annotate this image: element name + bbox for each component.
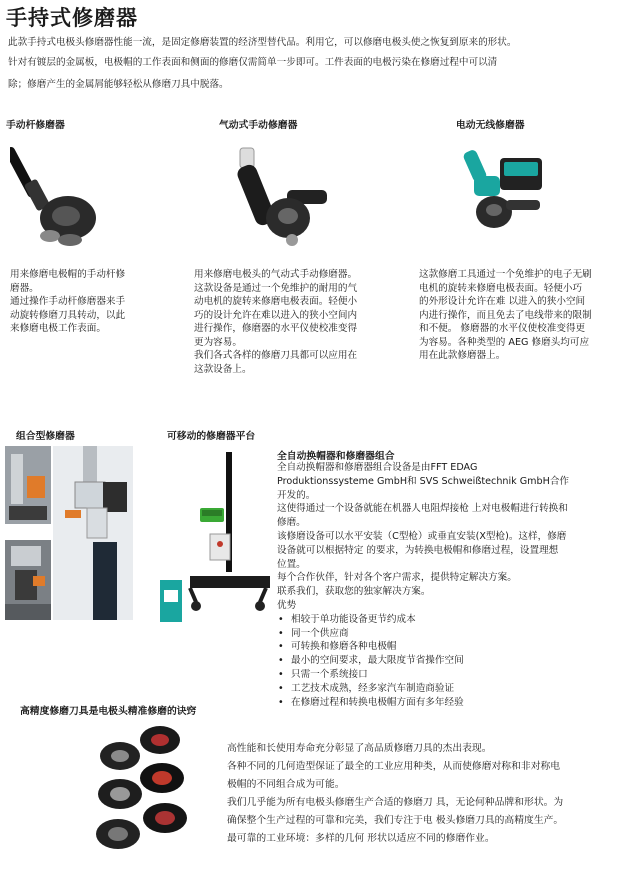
cutter-heading: 高精度修磨刀具是电极头精准修磨的诀窍 (20, 706, 197, 717)
auto-line: 该修磨设备可以水平安装（C型枪）或垂直安装(X型枪)。这样，修磨 (277, 530, 567, 542)
cutter-line: 确保整个生产过程的可靠和完美，我们专注于电 极头修磨刀具的高精度生产。 (227, 815, 564, 826)
pneumatic-dresser-photo (232, 140, 332, 255)
intro-line-1: 此款手持式电极头修磨器性能一流，是固定修磨装置的经济型替代品。利用它，可以修磨电极头使之恢复到原来的形状。 (8, 37, 517, 48)
page-title: 手持式修磨器 (6, 6, 138, 30)
advantage-item: • 工艺技术成熟，经多家汽车制造商验证 (277, 682, 627, 696)
desc-line: 用来修磨电极头的气动式手动修磨器。 (194, 269, 358, 280)
cutter-line: 高性能和长使用寿命充分彰显了高品质修磨刀具的杰出表现。 (227, 743, 492, 754)
desc-line: 和不便。 修磨器的水平仪使校准变得更 (419, 323, 586, 334)
auto-line: 每个合作伙伴，针对各个客户需求，提供特定解决方案。 (277, 572, 517, 584)
auto-line: 开发的。 (277, 489, 316, 501)
auto-description (277, 461, 627, 709)
advantages-list (277, 613, 627, 710)
desc-line: 我们各式各样的修磨刀具都可以应用在 (194, 350, 358, 361)
desc-line: 内进行操作，而且免去了电线带来的限制 (419, 309, 592, 321)
manual-lever-dresser-photo (10, 140, 100, 255)
auto-line: 修磨。 (277, 517, 306, 529)
advantage-item: • 最小的空间要求，最大限度节省操作空间 (277, 654, 627, 668)
desc-line: 这款修磨工具通过一个免维护的电子无刷 (419, 269, 592, 280)
product-heading-pneumatic: 气动式手动修磨器 (219, 120, 298, 131)
mobile-heading: 可移动的修磨器平台 (167, 431, 256, 442)
desc-line: 动旋转修磨刀具转动，以此 (10, 309, 126, 321)
advantage-item: • 在修磨过程和转换电极帽方面有多年经验 (277, 696, 627, 710)
desc-line: 巧的设计允许在难以进入的狭小空间内 (194, 309, 358, 321)
advantage-item: • 只需一个系统接口 (277, 668, 627, 682)
cutter-line: 最可靠的工业环境：多样的几何 形状以适应不同的修磨作业。 (227, 833, 495, 844)
desc-line: 磨器。 (10, 282, 39, 294)
advantage-item: • 相较于单功能设备更节约成本 (277, 613, 627, 627)
product-desc-cordless (419, 268, 629, 363)
desc-line: 进行操作，修磨器的水平仪使校准变得 (194, 323, 358, 334)
intro-line-2: 针对有镀层的金属板，电极帽的工作表面和侧面的修磨仅需简单一步即可。工件表面的电极污染在修磨过程中可以清 (8, 57, 498, 68)
auto-line: 联系我们，获取您的独家解决方案。 (277, 586, 431, 598)
desc-line: 用来修磨电极帽的手动杆修 (10, 269, 126, 280)
desc-line: 动电机的旋转来修磨电极表面。轻便小 (194, 296, 358, 307)
combo-dresser-photo-3 (53, 446, 133, 620)
cutter-line: 极帽的不同组合成为可能。 (227, 779, 345, 790)
cutter-line: 我们几乎能为所有电极头修磨生产合适的修磨刀 具，无论何种品牌和形状。为 (227, 797, 564, 808)
combo-dresser-photo (5, 446, 51, 524)
desc-line: 更为容易。 (194, 336, 242, 348)
desc-line: 用在此款修磨器上。 (419, 350, 506, 361)
desc-line: 通过操作手动杆修磨器来手 (10, 296, 126, 307)
advantage-item: • 可转换和修磨各种电极帽 (277, 640, 627, 654)
auto-line: 全自动换帽器和修磨器组合设备是由FFT EDAG (277, 462, 478, 473)
cutter-description (227, 740, 627, 848)
product-heading-cordless: 电动无线修磨器 (456, 120, 525, 131)
advantage-item: • 同一个供应商 (277, 627, 627, 641)
cutter-line: 各种不同的几何造型保证了最全的工业应用种类，从而使修磨对称和非对称电 (227, 761, 561, 772)
auto-line: 这使得通过一个设备就能在机器人电阻焊接枪 上对电极帽进行转换和 (277, 503, 568, 515)
auto-line: Produktionssysteme GmbH和 SVS Schweißtechnik GmbH合作 (277, 475, 570, 487)
mobile-platform-photo (160, 450, 270, 625)
product-desc-pneumatic (194, 268, 399, 376)
auto-line: 设备就可以根据特定 的要求，为转换电极帽和修磨过程，设置理想 (277, 544, 559, 556)
intro-line-3: 除；修磨产生的金属屑能够轻松从修磨刀具中脱落。 (8, 79, 229, 90)
cutter-blades-photo (90, 722, 190, 857)
cordless-dresser-photo (462, 140, 552, 250)
desc-line: 这款设备是通过一个免维护的耐用的气 (194, 282, 358, 294)
desc-line: 为容易。各种类型的 AEG 修磨头均可应 (419, 336, 590, 348)
auto-line: 位置。 (277, 558, 306, 570)
desc-line: 的外形设计允许在难 以进入的狭小空间 (419, 296, 586, 307)
desc-line: 电机的旋转来修磨电极表面。轻便小巧 (419, 282, 583, 294)
combo-heading: 组合型修磨器 (16, 431, 75, 442)
auto-heading: 全自动换帽器和修磨器组合 (277, 451, 395, 462)
desc-line: 来修磨电极工作表面。 (10, 323, 106, 334)
combo-dresser-photo-2 (5, 540, 51, 620)
desc-line: 这款设备上。 (194, 363, 252, 375)
product-desc-manual (10, 268, 180, 336)
product-heading-manual: 手动杆修磨器 (6, 120, 65, 131)
auto-line: 优势 (277, 599, 297, 611)
